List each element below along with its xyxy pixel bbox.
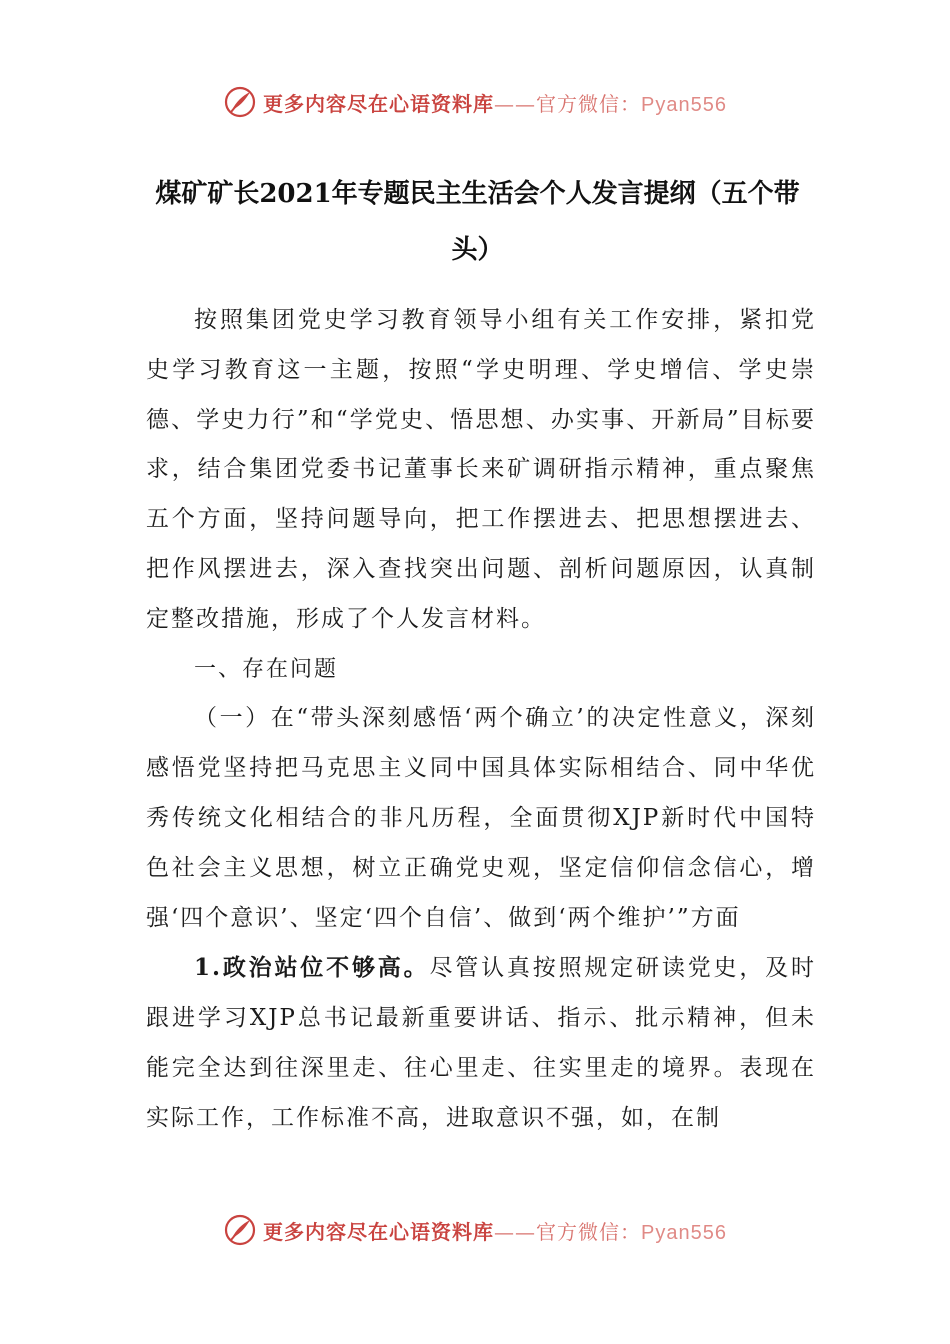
- banner-separator: ——: [494, 1219, 537, 1244]
- banner-separator: ——: [494, 91, 537, 116]
- item-text: 尽管认真按照规定研读党史，及时跟进学习XJP总书记最新重要讲话、指示、批示精神，但未能完全达到往深里走、往心里走、往实里走的境界。表现在实际工作，工作标准不高，进取意识不强，如，在制: [146, 955, 817, 1131]
- section-heading-problems: 一、存在问题: [194, 656, 339, 682]
- intro-paragraph: 按照集团党史学习教育领导小组有关工作安排，紧扣党史学习教育这一主题，按照“学史明理、学史增信、学史崇德、学史力行”和“学党史、悟思想、办实事、开新局”目标要求，结合集团党委书记董事长来矿调研指示精神，重点聚焦五个方面，坚持问题导向，把工作摆进去、把思想摆进去、把作风摆进去，深入查找突出问题、剖析问题原因，认真制定整改措施，形成了个人发言材料。: [146, 307, 816, 632]
- banner-text: [263, 88, 727, 117]
- item-paragraph: [146, 943, 816, 1143]
- footer-banner: [0, 1208, 950, 1252]
- quill-logo-icon: [223, 1213, 257, 1247]
- banner-contact-label: 官方微信：: [536, 1219, 642, 1244]
- banner-handle: Pyan556: [641, 1221, 727, 1244]
- subsection-paragraph: （一）在“带头深刻感悟‘两个确立’的决定性意义，深刻感悟党坚持把马克思主义同中国具体实际相结合、同中华优秀传统文化相结合的非凡历程，全面贯彻XJP新时代中国特色社会主义思想，树立正确党史观，坚定信仰信念信心，增强‘四个意识’、坚定‘四个自信’、做到‘两个维护’”方面: [146, 705, 816, 931]
- document-body: [146, 296, 816, 1144]
- quill-logo-icon: [223, 85, 257, 119]
- banner-handle: Pyan556: [641, 93, 727, 116]
- banner-contact-label: 官方微信：: [536, 91, 642, 116]
- item-title: 1.政治站位不够高。: [194, 954, 430, 982]
- banner-text: [263, 1216, 727, 1245]
- document-title: 煤矿矿长2021年专题民主生活会个人发言提纲（五个带头）: [155, 179, 800, 265]
- banner-brand: 更多内容尽在心语资料库: [263, 91, 495, 116]
- header-banner: [0, 80, 950, 124]
- banner-brand: 更多内容尽在心语资料库: [263, 1219, 495, 1244]
